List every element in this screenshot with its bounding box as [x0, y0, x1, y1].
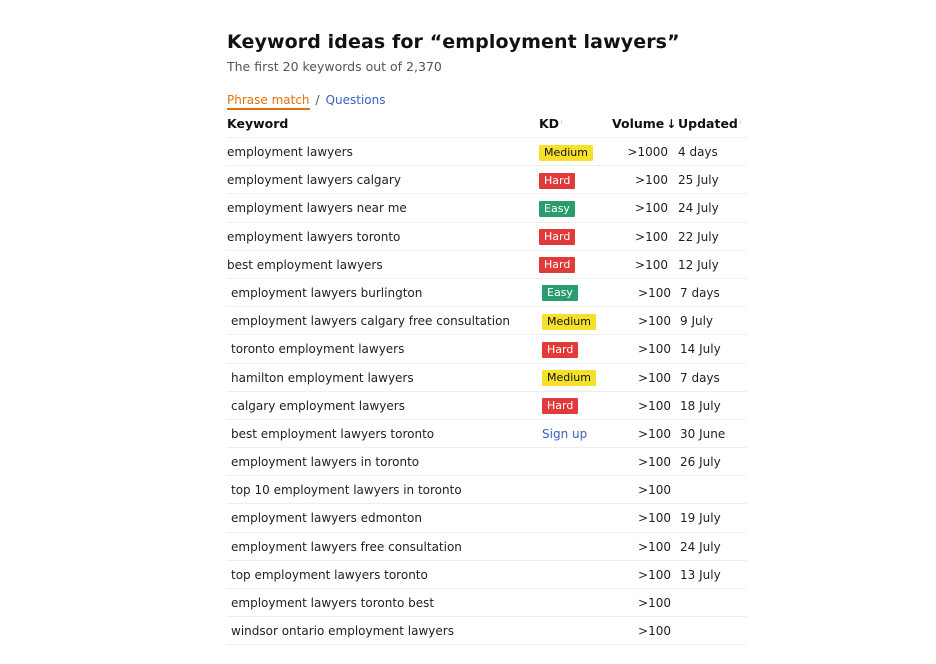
updated-cell: 7 days [680, 370, 720, 385]
keyword-cell[interactable]: employment lawyers near me [227, 201, 407, 216]
volume-cell: >100 [635, 257, 668, 272]
volume-cell: >100 [638, 342, 671, 357]
volume-cell: >100 [635, 229, 668, 244]
keyword-cell[interactable]: employment lawyers free consultation [231, 539, 462, 554]
volume-cell: >100 [638, 285, 671, 300]
updated-cell: 26 July [680, 455, 721, 470]
keyword-table [227, 110, 747, 645]
keyword-cell[interactable]: employment lawyers calgary free consultation [231, 314, 511, 329]
updated-cell: 12 July [678, 257, 719, 272]
column-header-volume[interactable] [612, 110, 676, 138]
column-header-kd[interactable] [539, 110, 563, 138]
kd-cell [542, 364, 596, 392]
updated-cell: 14 July [680, 342, 721, 357]
keyword-cell[interactable]: best employment lawyers toronto [231, 426, 435, 441]
sign-up-link[interactable]: Sign up [542, 426, 588, 441]
kd-cell [542, 335, 578, 363]
keyword-cell[interactable]: employment lawyers edmonton [231, 511, 422, 526]
updated-cell: 24 July [680, 539, 721, 554]
updated-cell: 24 July [678, 201, 719, 216]
updated-cell: 13 July [680, 567, 721, 582]
kd-badge-hard: Hard [539, 257, 575, 273]
table-row[interactable] [227, 364, 747, 392]
column-label-keyword: Keyword [227, 116, 289, 131]
volume-cell: >100 [638, 567, 671, 582]
volume-cell: >100 [638, 426, 671, 441]
kd-cell [539, 138, 593, 166]
volume-cell: >1000 [627, 145, 668, 159]
updated-cell: 4 days [678, 145, 718, 159]
keyword-cell[interactable]: employment lawyers calgary [227, 173, 401, 188]
volume-cell: >100 [638, 624, 671, 639]
volume-cell: >100 [638, 511, 671, 526]
info-icon: ⁱ [739, 119, 742, 128]
match-tabs [227, 91, 747, 111]
volume-cell: >100 [635, 201, 668, 216]
kd-badge-medium: Medium [542, 314, 596, 330]
kd-badge-hard: Hard [542, 398, 578, 414]
keyword-cell[interactable]: calgary employment lawyers [231, 398, 405, 413]
tab-separator: / [315, 93, 320, 107]
page-subtitle: The first 20 keywords out of 2,370 [227, 59, 442, 74]
volume-cell: >100 [638, 455, 671, 470]
kd-cell [542, 279, 578, 307]
keyword-cell[interactable]: top employment lawyers toronto [231, 567, 428, 582]
table-row[interactable] [227, 533, 747, 561]
row-divider [227, 644, 747, 645]
volume-cell: >100 [638, 370, 671, 385]
kd-badge-hard: Hard [539, 229, 575, 245]
kd-cell [542, 420, 587, 448]
volume-cell: >100 [638, 314, 671, 329]
updated-cell: 30 June [680, 426, 726, 441]
table-row[interactable] [227, 589, 747, 617]
kd-badge-easy: Easy [542, 285, 578, 301]
updated-cell: 25 July [678, 173, 719, 188]
keyword-ideas-panel [227, 28, 747, 639]
column-label-kd: KD [539, 116, 560, 131]
keyword-cell[interactable]: employment lawyers toronto best [231, 596, 435, 610]
page-title: Keyword ideas for “employment lawyers” [227, 31, 680, 53]
kd-badge-easy: Easy [539, 201, 575, 217]
keyword-cell[interactable]: toronto employment lawyers [231, 342, 405, 357]
column-header-keyword [227, 110, 288, 138]
table-row[interactable] [227, 166, 747, 194]
table-row[interactable] [227, 392, 747, 420]
keyword-cell[interactable]: top 10 employment lawyers in toronto [231, 483, 462, 498]
table-row[interactable] [227, 476, 747, 504]
keyword-cell[interactable]: employment lawyers in toronto [231, 455, 420, 470]
updated-cell: 9 July [680, 314, 714, 329]
sort-down-icon: ↓ [666, 117, 677, 131]
volume-cell: >100 [638, 596, 671, 610]
table-row[interactable] [227, 223, 747, 251]
table-row[interactable] [227, 335, 747, 363]
tab-phrase-match[interactable]: Phrase match [227, 93, 310, 110]
volume-cell: >100 [635, 173, 668, 188]
kd-cell [542, 307, 596, 335]
kd-cell [539, 223, 575, 251]
volume-cell: >100 [638, 539, 671, 554]
table-row[interactable] [227, 504, 747, 532]
keyword-cell[interactable]: windsor ontario employment lawyers [231, 624, 454, 639]
kd-badge-hard: Hard [542, 342, 578, 358]
updated-cell: 19 July [680, 511, 721, 526]
column-header-updated[interactable] [678, 110, 741, 138]
keyword-cell[interactable]: employment lawyers burlington [231, 285, 423, 300]
tab-questions[interactable]: Questions [325, 93, 386, 107]
table-body [227, 138, 747, 645]
kd-cell [539, 251, 575, 279]
table-row[interactable] [227, 448, 747, 476]
keyword-cell[interactable]: employment lawyers toronto [227, 229, 401, 244]
kd-cell [539, 166, 575, 194]
kd-cell [539, 194, 575, 222]
column-label-volume: Volume [612, 116, 665, 131]
kd-badge-medium: Medium [539, 145, 593, 161]
kd-badge-medium: Medium [542, 370, 596, 386]
table-row[interactable] [227, 420, 747, 448]
table-row[interactable] [227, 251, 747, 279]
table-row[interactable] [227, 617, 747, 645]
keyword-cell[interactable]: hamilton employment lawyers [231, 370, 414, 385]
keyword-cell[interactable]: employment lawyers [227, 145, 353, 159]
info-icon: ⁱ [561, 119, 563, 128]
column-label-updated: Updated [678, 116, 738, 131]
updated-cell: 7 days [680, 285, 720, 300]
table-row[interactable] [227, 279, 747, 307]
table-row[interactable] [227, 194, 747, 222]
keyword-cell[interactable]: best employment lawyers [227, 257, 383, 272]
volume-cell: >100 [638, 398, 671, 413]
table-row[interactable] [227, 138, 747, 166]
table-row[interactable] [227, 561, 747, 589]
kd-cell [542, 392, 578, 420]
table-row[interactable] [227, 307, 747, 335]
updated-cell: 22 July [678, 229, 719, 244]
updated-cell: 18 July [680, 398, 721, 413]
volume-cell: >100 [638, 483, 671, 498]
table-header [227, 110, 747, 138]
kd-badge-hard: Hard [539, 173, 575, 189]
